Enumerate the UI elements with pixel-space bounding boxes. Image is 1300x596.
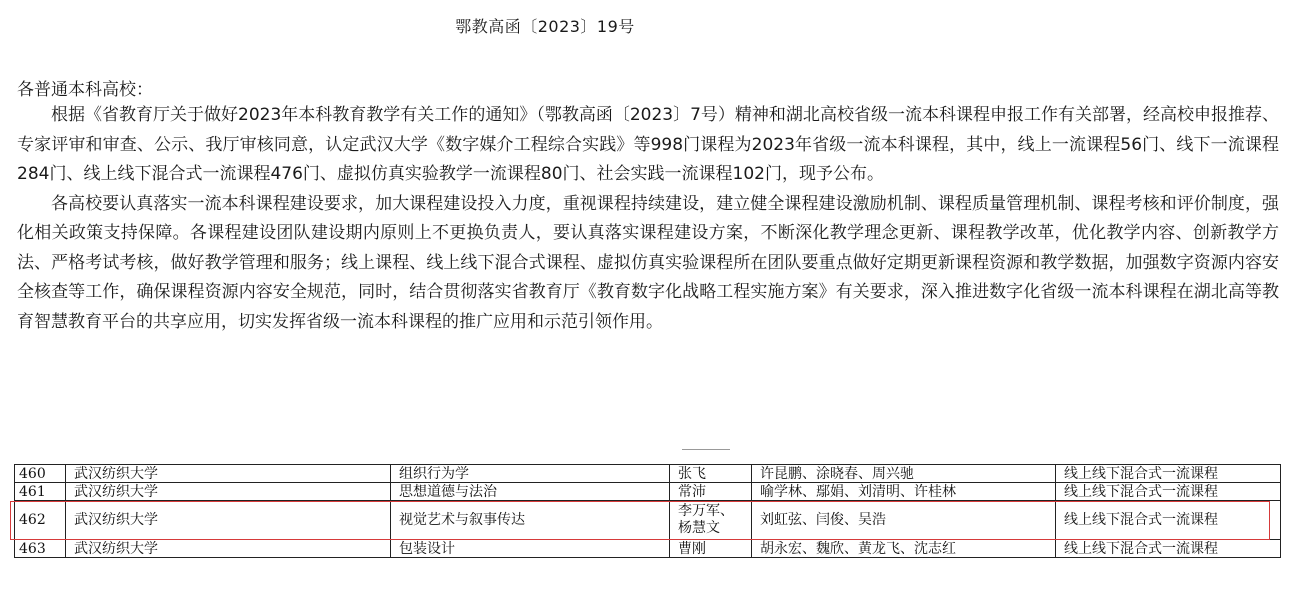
cell-school: 武汉纺织大学	[66, 501, 391, 540]
table-row-highlighted	[15, 501, 1281, 540]
course-table	[14, 464, 1272, 558]
cell-lead: 张飞	[670, 465, 752, 483]
table-row	[15, 465, 1281, 483]
cell-course: 思想道德与法治	[391, 483, 670, 501]
cell-lead: 李万军、杨慧文	[670, 501, 752, 540]
cell-number: 461	[15, 483, 66, 501]
body-text	[17, 101, 1279, 337]
cell-type: 线上线下混合式一流课程	[1056, 483, 1281, 501]
table-fragment-line	[682, 449, 730, 450]
cell-school: 武汉纺织大学	[66, 540, 391, 558]
cell-number: 460	[15, 465, 66, 483]
cell-members: 喻学林、鄢娟、刘清明、许桂林	[752, 483, 1056, 501]
salutation: 各普通本科高校：	[17, 80, 153, 100]
cell-members: 胡永宏、魏欣、黄龙飞、沈志红	[752, 540, 1056, 558]
cell-type: 线上线下混合式一流课程	[1056, 465, 1281, 483]
cell-course: 包装设计	[391, 540, 670, 558]
cell-number: 463	[15, 540, 66, 558]
cell-course: 组织行为学	[391, 465, 670, 483]
cell-type: 线上线下混合式一流课程	[1056, 540, 1281, 558]
table-row	[15, 540, 1281, 558]
cell-lead: 曹刚	[670, 540, 752, 558]
cell-course: 视觉艺术与叙事传达	[391, 501, 670, 540]
paragraph-2: 各高校要认真落实一流本科课程建设要求，加大课程建设投入力度，重视课程持续建设，建立健全课程建设激励机制、课程质量管理机制、课程考核和评价制度，强化相关政策支持保障。各课程建设团队建设期内原则上不更换负责人，要认真落实课程建设方案，不断深化教学理念更新、课程教学改革，优化教学内容、创新教学方法、严格考试考核，做好教学管理和服务；线上课程、线上线下混合式课程、虚拟仿真实验课程所在团队要重点做好定期更新课程资源和教学数据，加强数字资源内容安全核查等工作，确保课程资源内容安全规范，同时，结合贯彻落实省教育厅《教育数字化战略工程实施方案》有关要求，深入推进数字化省级一流本科课程在湖北高等教育智慧教育平台的共享应用，切实发挥省级一流本科课程的推广应用和示范引领作用。	[17, 193, 1279, 332]
cell-members: 刘虹弦、闫俊、吴浩	[752, 501, 1056, 540]
table-row	[15, 483, 1281, 501]
document-number: 鄂教高函〔2023〕19号	[455, 17, 635, 36]
cell-school: 武汉纺织大学	[66, 483, 391, 501]
cell-school: 武汉纺织大学	[66, 465, 391, 483]
cell-members: 许昆鹏、涂晓春、周兴驰	[752, 465, 1056, 483]
cell-number: 462	[15, 501, 66, 540]
paragraph-1: 根据《省教育厅关于做好2023年本科教育教学有关工作的通知》（鄂教高函〔2023〕7号）精神和湖北高校省级一流本科课程申报工作有关部署，经高校申报推荐、专家评审和审查、公示、我厅审核同意，认定武汉大学《数字媒介工程综合实践》等998门课程为2023年省级一流本科课程，其中，线上一流课程56门、线下一流课程284门、线上线下混合式一流课程476门、虚拟仿真实验教学一流课程80门、社会实践一流课程102门，现予公布。	[17, 105, 1279, 184]
cell-type: 线上线下混合式一流课程	[1056, 501, 1281, 540]
cell-lead: 常沛	[670, 483, 752, 501]
